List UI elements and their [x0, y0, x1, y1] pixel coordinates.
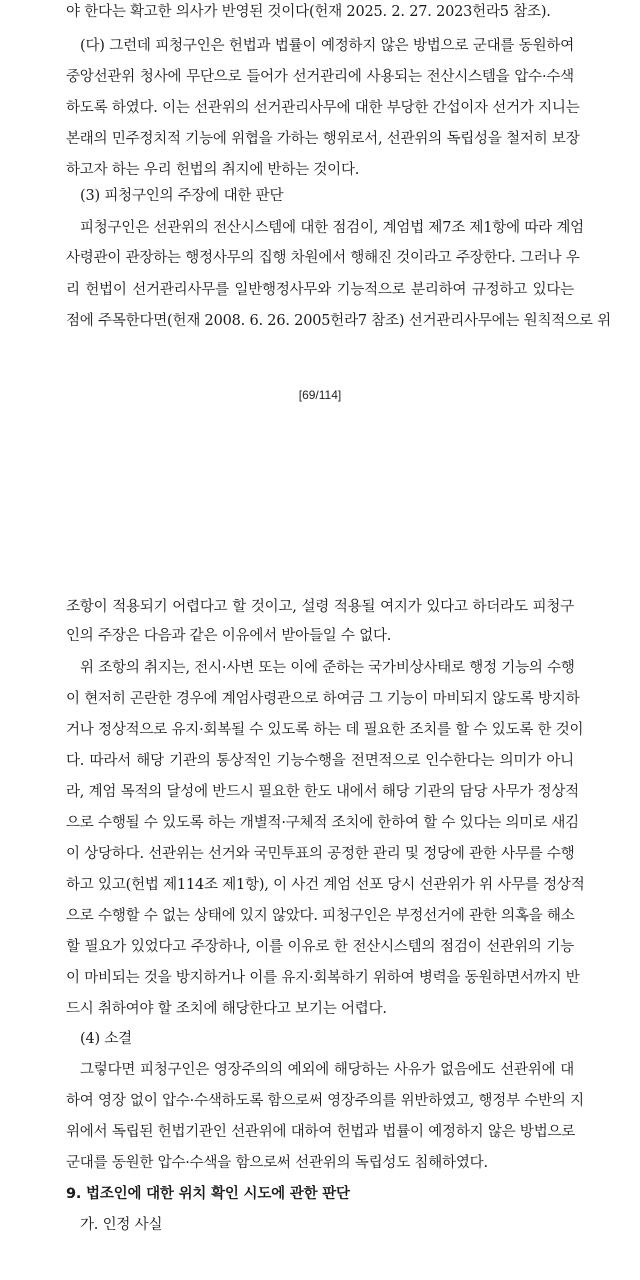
chapter-heading: 9. 법조인에 대한 위치 확인 시도에 관한 판단	[66, 1186, 350, 1202]
text-line: 으로 수행될 수 있도록 하는 개별적·구체적 조치에 한하여 할 수 있다는 의미로 새김	[66, 815, 579, 831]
section-heading: (3) 피청구인의 주장에 대한 판단	[80, 188, 284, 204]
text-line: 하여 영장 없이 압수·수색하도록 함으로써 영장주의를 위반하였고, 행정부 수반의 지	[66, 1093, 584, 1109]
text-line: 야 한다는 확고한 의사가 반영된 것이다(헌재 2025. 2. 27. 2023헌라5 참조).	[66, 4, 551, 20]
text-line: 드시 취하여야 할 조치에 해당한다고 보기는 어렵다.	[66, 1001, 387, 1017]
text-line: 으로 수행할 수 없는 상태에 있지 않았다. 피청구인은 부정선거에 관한 의혹을 해소	[66, 908, 575, 924]
text-line: 이 상당하다. 선관위는 선거와 국민투표의 공정한 관리 및 정당에 관한 사무를 수행	[66, 846, 575, 862]
text-line: 중앙선관위 청사에 무단으로 들어가 선거관리에 사용되는 전산시스템을 압수·수색	[66, 69, 574, 85]
text-line: 거나 정상적으로 유지·회복될 수 있도록 하는 데 필요한 조치를 할 수 있도록 한 것이	[66, 722, 584, 738]
text-line: 점에 주목한다면(헌재 2008. 6. 26. 2005헌라7 참조) 선거관리사무에는 원칙적으로 위	[66, 313, 611, 329]
page-number: [69/114]	[298, 388, 342, 402]
text-line: 하고자 하는 우리 헌법의 취지에 반하는 것이다.	[66, 162, 360, 178]
text-line: 할 필요가 있었다고 주장하나, 이를 이유로 한 전산시스템의 점검이 선관위의 기능	[66, 939, 574, 955]
text-line: 리 헌법이 선거관리사무를 일반행정사무와 기능적으로 분리하여 규정하고 있다는	[66, 282, 574, 298]
text-line: 본래의 민주정치적 기능에 위협을 가하는 행위로서, 선관위의 독립성을 철저히 보장	[66, 131, 580, 147]
text-line: 군대를 동원한 압수·수색을 함으로써 선관위의 독립성도 침해하였다.	[66, 1155, 488, 1171]
text-line: 피청구인은 선관위의 전산시스템에 대한 점검이, 계엄법 제7조 제1항에 따라 계엄	[80, 220, 584, 236]
text-line: 인의 주장은 다음과 같은 이유에서 받아들일 수 없다.	[66, 628, 392, 644]
text-line: 다. 따라서 해당 기관의 통상적인 기능수행을 전면적으로 인수한다는 의미가 아니	[66, 753, 574, 769]
text-line: 이 마비되는 것을 방지하거나 이를 유지·회복하기 위하여 병력을 동원하면서까지 반	[66, 970, 580, 986]
section-heading: 가. 인정 사실	[80, 1217, 163, 1233]
text-line: 위 조항의 취지는, 전시·사변 또는 이에 준하는 국가비상사태로 행정 기능의 수행	[80, 660, 575, 676]
text-line: 이 현저히 곤란한 경우에 계엄사령관으로 하여금 그 기능이 마비되지 않도록 방지하	[66, 691, 580, 707]
text-line: 그렇다면 피청구인은 영장주의의 예외에 해당하는 사유가 없음에도 선관위에 대	[80, 1062, 574, 1078]
text-line: 하도록 하였다. 이는 선관위의 선거관리사무에 대한 부당한 간섭이자 선거가 지니는	[66, 100, 580, 116]
text-line: (다) 그런데 피청구인은 헌법과 법률이 예정하지 않은 방법으로 군대를 동원하여	[80, 38, 574, 54]
text-line: 하고 있고(헌법 제114조 제1항), 이 사건 계엄 선포 당시 선관위가 위 사무를 정상적	[66, 877, 585, 893]
section-heading: (4) 소결	[80, 1031, 132, 1047]
text-line: 라, 계엄 목적의 달성에 반드시 필요한 한도 내에서 해당 기관의 담당 사무가 정상적	[66, 784, 579, 800]
text-line: 사령관이 관장하는 행정사무의 집행 차원에서 행해진 것이라고 주장한다. 그러나 우	[66, 250, 580, 266]
text-line: 조항이 적용되기 어렵다고 할 것이고, 설령 적용될 여지가 있다고 하더라도 피청구	[66, 599, 574, 615]
text-line: 위에서 독립된 헌법기관인 선관위에 대하여 헌법과 법률이 예정하지 않은 방법으로	[66, 1124, 576, 1140]
